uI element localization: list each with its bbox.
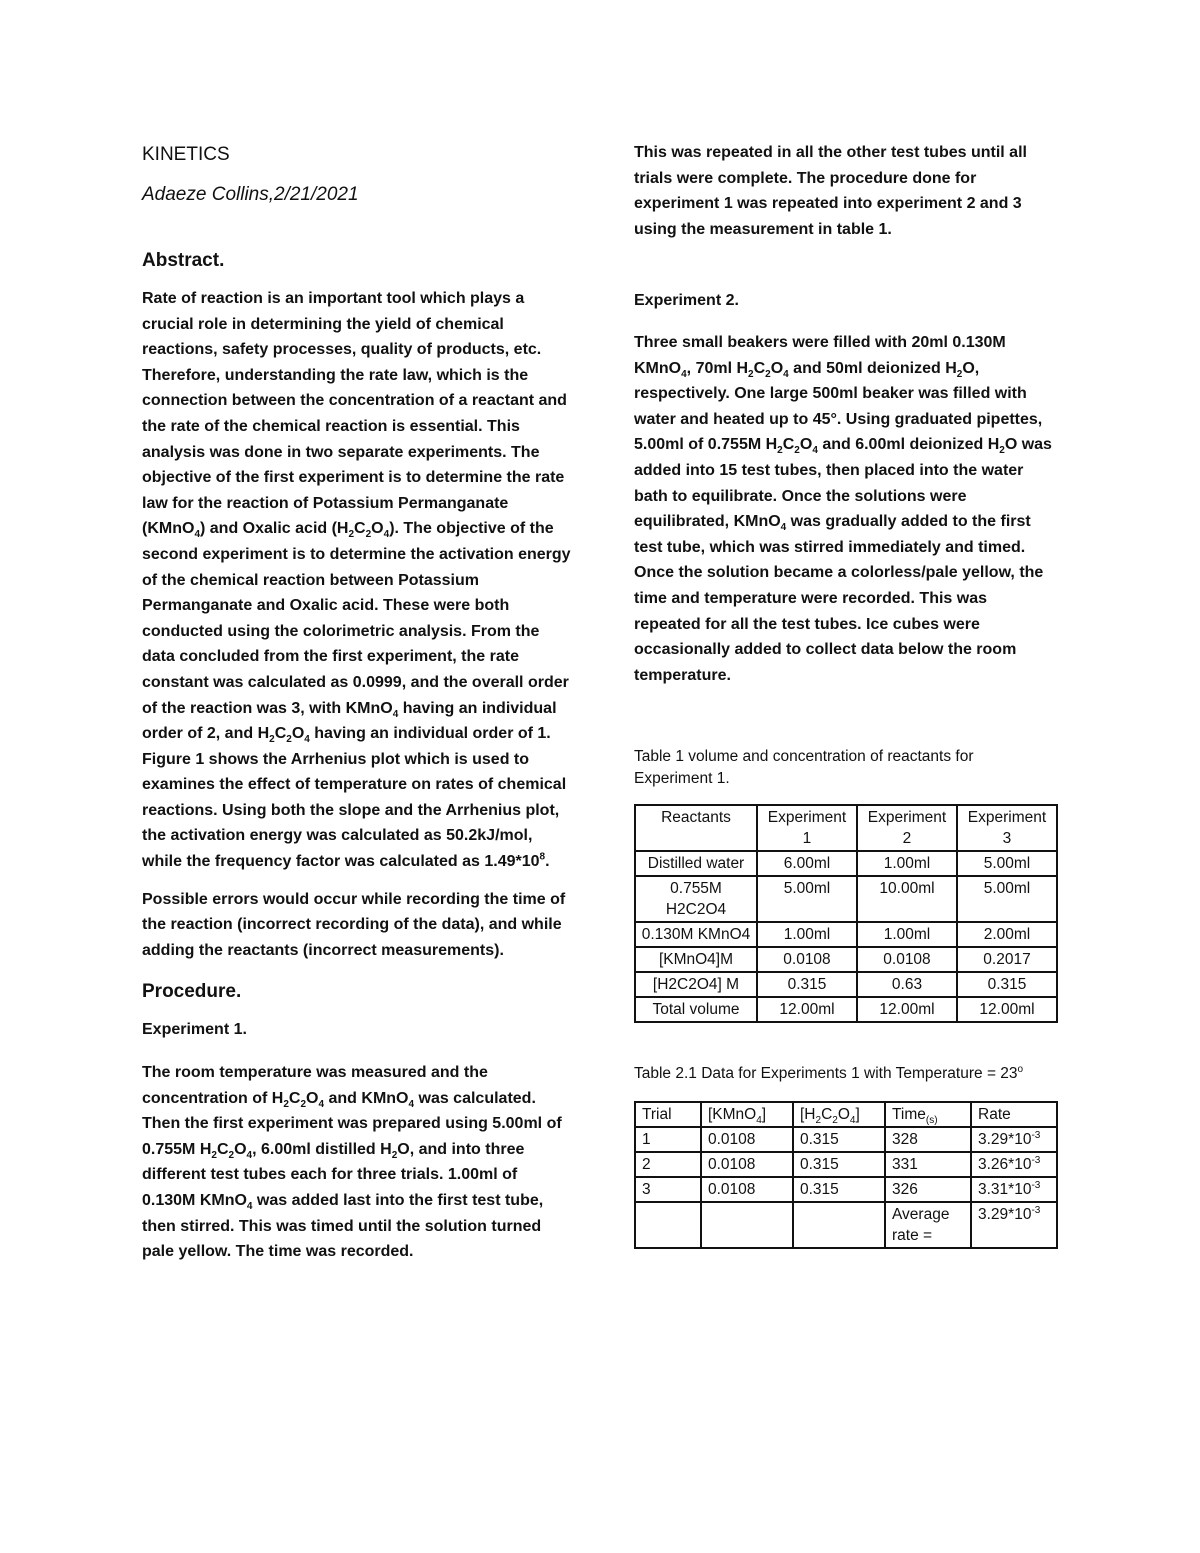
table-cell: 326 xyxy=(885,1177,971,1202)
table-cell: 12.00ml xyxy=(857,997,957,1022)
table-cell xyxy=(635,1202,701,1248)
table-cell: $3.31*10^{-3}$ xyxy=(971,1177,1057,1202)
table-1-header-cell: Experiment 1 xyxy=(757,805,857,851)
left-column xyxy=(142,140,572,1265)
table-cell: Distilled water xyxy=(635,851,757,876)
table-row xyxy=(635,1152,1057,1177)
table-1-header-row xyxy=(635,805,1057,851)
table-cell: 1.00ml xyxy=(757,922,857,947)
table-row xyxy=(635,972,1057,997)
table-cell: 0.315 xyxy=(793,1127,885,1152)
table-cell: 2.00ml xyxy=(957,922,1057,947)
table-cell: 3 xyxy=(635,1177,701,1202)
table-cell: 0.315 xyxy=(757,972,857,997)
table-cell: 0.315 xyxy=(793,1152,885,1177)
table-2-header-cell: Time$_{(s)}$ xyxy=(885,1102,971,1127)
table-cell: 12.00ml xyxy=(757,997,857,1022)
table-2-header-row xyxy=(635,1102,1057,1127)
experiment-2-paragraph: Three small beakers were filled with 20ml 0.130M KMnO$_4$, 70ml $H_2C_2O_4$ and 50ml deionized $H_2O$, respectively. One large 500ml beaker was filled with water and heated up to 45°. Using graduated pipettes, 5.00ml of 0.755M $H_2C_2O_4$ and 6.00ml deionized $H_2O$ was added into 15 test tubes, then placed into the water bath to equilibrate. Once the solutions were equilibrated, KMnO$_4$ was gradually added to the first test tube, which was stirred immediately and timed. Once the solution became a colorless/pale yellow, the time and temperature were recorded. This was repeated for all the test tubes. Ice cubes were occasionally added to collect data below the room temperature. xyxy=(634,333,1052,684)
table-cell: 0.755M H2C2O4 xyxy=(635,876,757,922)
table-cell: 331 xyxy=(885,1152,971,1177)
table-cell: $3.29*10^{-3}$ xyxy=(971,1127,1057,1152)
table-cell: 0.0108 xyxy=(701,1152,793,1177)
table-cell: 5.00ml xyxy=(957,851,1057,876)
table-cell: 0.0108 xyxy=(701,1177,793,1202)
table-cell: [H2C2O4] M xyxy=(635,972,757,997)
abstract-heading: Abstract. xyxy=(142,250,225,271)
table-2-header-cell: $[H_2C_2O_4]$ xyxy=(793,1102,885,1127)
table-row xyxy=(635,1177,1057,1202)
table-row xyxy=(635,922,1057,947)
abstract-paragraph: Rate of reaction is an important tool which plays a crucial role in determining the yield of chemical reactions, safety processes, quality of products, etc. Therefore, understanding the rate law, which is the connection between the concentration of a reactant and the rate of the chemical reaction is essential. This analysis was done in two separate experiments. The objective of the first experiment is to determine the rate law for the reaction of Potassium Permanganate (KMnO$_4$) and Oxalic acid $(H_2C_2O_4)$. The objective of the second experiment is to determine the activation energy of the chemical reaction between Potassium Permanganate and Oxalic acid. These were both conducted using the colorimetric analysis. From the data concluded from the first experiment, the rate constant was calculated as 0.0999, and the overall order of the reaction was 3, with KMnO$_4$ having an individual order of 2, and $H_2C_2O_4$ having an individual order of 1. Figure 1 shows the Arrhenius plot which is used to examines the effect of temperature on rates of chemical reactions. Using both the slope and the Arrhenius plot, the activation energy was calculated as 50.2kJ/mol, while the frequency factor was calculated as $1.49*10^8$. xyxy=(142,290,571,871)
table-row xyxy=(635,876,1057,922)
table-cell: 2 xyxy=(635,1152,701,1177)
table-cell: 0.0108 xyxy=(757,947,857,972)
table-2-header-cell: Trial xyxy=(635,1102,701,1127)
procedure-continuation: This was repeated in all the other test tubes until all trials were complete. The procedure done for experiment 1 was repeated into experiment 2 and 3 using the measurement in table 1. xyxy=(634,144,1027,238)
table-row xyxy=(635,997,1057,1022)
experiment-1-heading: Experiment 1. xyxy=(142,1021,247,1039)
table-2 xyxy=(634,1101,1058,1249)
table-cell: 0.0108 xyxy=(857,947,957,972)
table-row xyxy=(635,851,1057,876)
table-cell: 5.00ml xyxy=(757,876,857,922)
table-cell: 5.00ml xyxy=(957,876,1057,922)
table-cell: 0.0108 xyxy=(701,1127,793,1152)
table-1-header-cell: Experiment 3 xyxy=(957,805,1057,851)
table-cell: [KMnO4]M xyxy=(635,947,757,972)
table-row xyxy=(635,1127,1057,1152)
table-cell xyxy=(701,1202,793,1248)
table-cell: Total volume xyxy=(635,997,757,1022)
procedure-heading: Procedure. xyxy=(142,981,242,1003)
table-cell: 10.00ml xyxy=(857,876,957,922)
table-1-header-cell: Reactants xyxy=(635,805,757,851)
errors-paragraph: Possible errors would occur while recording the time of the reaction (incorrect recording of the data), and while adding the reactants (incorrect measurements). xyxy=(142,890,566,959)
table-cell: 0.63 xyxy=(857,972,957,997)
table-2-header-cell: Rate xyxy=(971,1102,1057,1127)
table-cell: 0.2017 xyxy=(957,947,1057,972)
table-1-caption: Table 1 volume and concentration of reactants for Experiment 1. xyxy=(634,748,974,788)
table-1-header-cell: Experiment 2 xyxy=(857,805,957,851)
table-cell: 1 xyxy=(635,1127,701,1152)
experiment-1-paragraph: The room temperature was measured and the concentration of $H_2C_2O_4$ and KMnO$_4$ was calculated. Then the first experiment was prepared using 5.00ml of 0.755M $H_2C_2O_4$, 6.00ml distilled $H_2O$, and into three different test tubes each for three trials. 1.00ml of 0.130M KMnO$_4$ was added last into the first test tube, then stirred. This was timed until the solution turned pale yellow. The time was recorded. xyxy=(142,1064,562,1261)
table-cell: 0.315 xyxy=(957,972,1057,997)
document-title: KINETICS xyxy=(142,144,230,165)
experiment-2-heading: Experiment 2. xyxy=(634,292,739,310)
average-rate-value: $3.29*10^{-3}$ xyxy=(971,1202,1057,1248)
table-cell: 6.00ml xyxy=(757,851,857,876)
table-cell xyxy=(793,1202,885,1248)
table-row xyxy=(635,947,1057,972)
table-cell: 0.130M KMnO4 xyxy=(635,922,757,947)
right-column xyxy=(634,140,1054,1249)
author-date: Adaeze Collins,2/21/2021 xyxy=(142,184,359,205)
table-cell: 328 xyxy=(885,1127,971,1152)
table-2-caption: Table 2.1 Data for Experiments 1 with Temperature = $23^o$ xyxy=(634,1064,1024,1083)
table-2-header-cell: [KMnO$_4$] xyxy=(701,1102,793,1127)
table-cell: $3.26*10^{-3}$ xyxy=(971,1152,1057,1177)
table-cell: 0.315 xyxy=(793,1177,885,1202)
table-cell: 12.00ml xyxy=(957,997,1057,1022)
table-cell: 1.00ml xyxy=(857,922,957,947)
table-1 xyxy=(634,804,1058,1023)
table-row xyxy=(635,1202,1057,1248)
average-rate-label: Average rate = xyxy=(885,1202,971,1248)
table-cell: 1.00ml xyxy=(857,851,957,876)
